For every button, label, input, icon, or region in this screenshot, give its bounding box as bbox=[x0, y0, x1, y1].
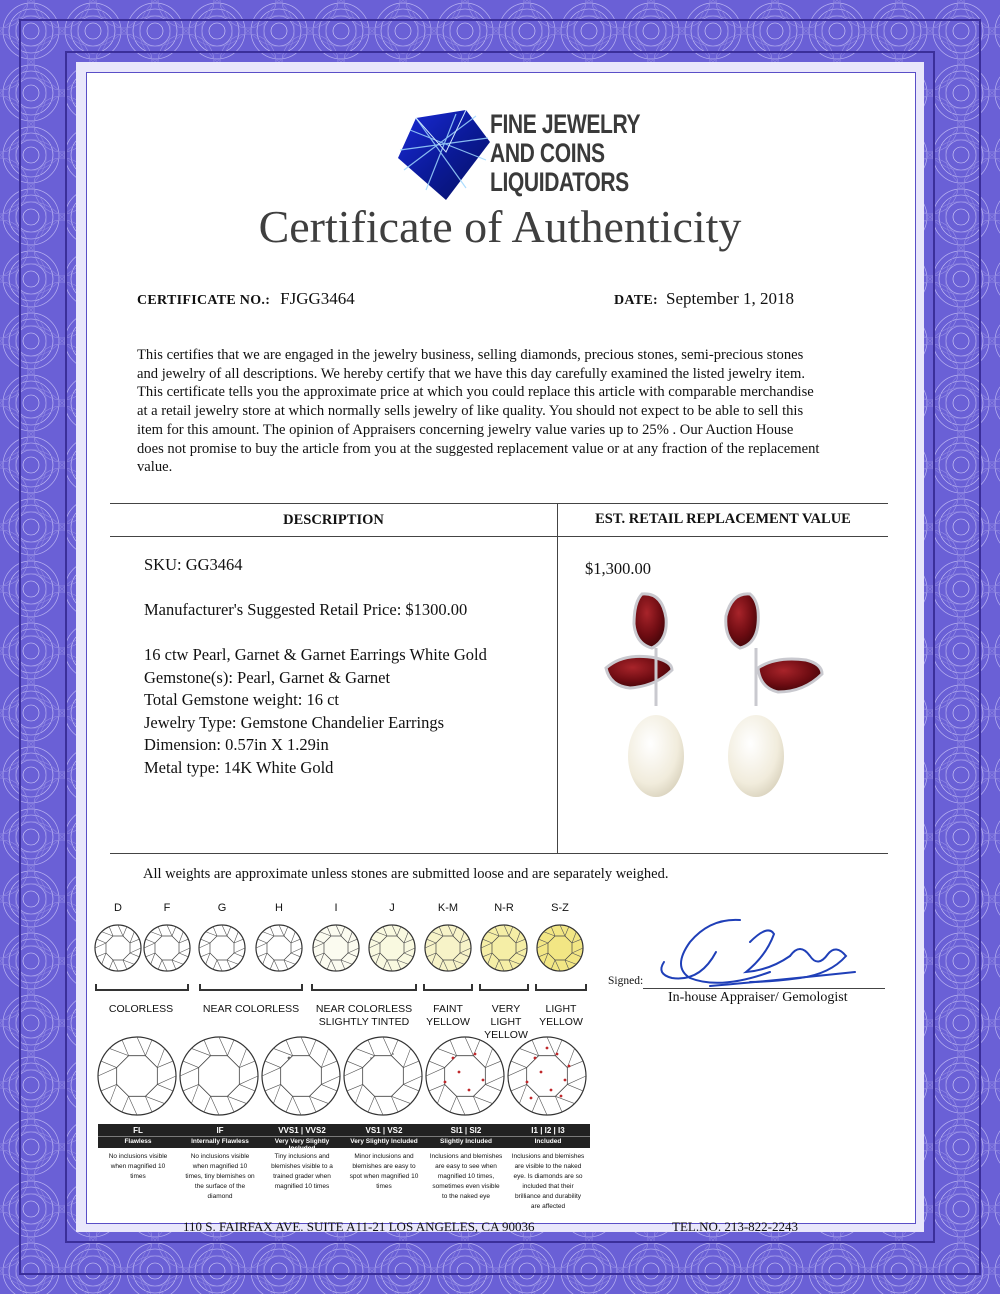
date-value: September 1, 2018 bbox=[666, 289, 794, 308]
intro-line: value. bbox=[137, 459, 173, 476]
color-grade-letter: D bbox=[114, 902, 122, 914]
logo-line-2: AND COINS bbox=[490, 138, 605, 168]
clarity-diamond bbox=[98, 1037, 176, 1115]
color-diamond bbox=[369, 925, 415, 971]
clarity-diamond bbox=[426, 1037, 504, 1115]
date-label: DATE: bbox=[614, 293, 659, 308]
color-diamond bbox=[481, 925, 527, 971]
color-diamond bbox=[425, 925, 471, 971]
color-grade-letter: N-R bbox=[494, 902, 514, 914]
intro-line: This certifies that we are engaged in the jewelry business, selling diamonds, precious stones, semi-precious stones bbox=[137, 347, 804, 363]
footer-address: 110 S. FAIRFAX AVE. SUITE A11-21 LOS ANGELES, CA 90036 bbox=[183, 1219, 535, 1234]
color-group-label: FAINT YELLOW bbox=[426, 1003, 470, 1028]
table-header-rule bbox=[110, 536, 888, 537]
clarity-code: IF bbox=[216, 1126, 224, 1135]
clarity-diamond bbox=[180, 1037, 258, 1115]
clarity-description: Inclusions and blemishes are visible to the naked eye. Is diamonds are so included that their brilliance and durability are affected bbox=[511, 1153, 585, 1210]
color-grade-letter: F bbox=[163, 902, 171, 914]
clarity-code: VVS1 | VVS2 bbox=[278, 1126, 326, 1135]
clarity-bar-divider bbox=[98, 1136, 590, 1137]
description-header: DESCRIPTION bbox=[283, 512, 384, 528]
intro-line: item for this amount. The opinion of Appraisers concerning jewelry value varies up to 25% . Our Auction House bbox=[137, 421, 794, 438]
color-group-brackets bbox=[92, 982, 592, 994]
clarity-name: Very Slightly Included bbox=[350, 1138, 418, 1145]
certificate-no-label: CERTIFICATE NO.: bbox=[137, 293, 271, 308]
item-details bbox=[144, 644, 487, 780]
table-column-divider bbox=[557, 503, 558, 853]
intro-line: This certificate tells you the approximate price at which you could replace this article with comparable merchandise bbox=[137, 384, 814, 401]
clarity-description: No inclusions visible when magnified 10 times, tiny blemishes on the surface of the diamond bbox=[185, 1153, 255, 1200]
certificate-no-value: FJGG3464 bbox=[280, 289, 355, 308]
detail-line: Gemstone(s): Pearl, Garnet & Garnet bbox=[144, 667, 391, 687]
table-top-rule bbox=[110, 503, 888, 504]
certificate-title: Certificate of Authenticity bbox=[258, 201, 742, 252]
clarity-name: Internally Flawless bbox=[191, 1138, 249, 1145]
clarity-diamond bbox=[344, 1037, 422, 1115]
signed-label: Signed: bbox=[608, 975, 644, 987]
certificate-number-row bbox=[137, 289, 355, 309]
color-diamond bbox=[95, 925, 141, 971]
color-group-label: VERY LIGHT YELLOW bbox=[484, 1003, 528, 1041]
clarity-name: Included bbox=[534, 1138, 562, 1145]
logo-line-1: FINE JEWELRY bbox=[490, 109, 641, 139]
clarity-code: I1 | I2 | I3 bbox=[531, 1126, 565, 1135]
msrp-text: Manufacturer's Suggested Retail Price: $1300.00 bbox=[144, 600, 468, 619]
intro-line: does not promise to buy the article from you at the suggested replacement value or at any fraction of the replacement bbox=[137, 440, 820, 457]
color-grade-letter: J bbox=[389, 902, 395, 914]
detail-line: 16 ctw Pearl, Garnet & Garnet Earrings White Gold bbox=[144, 645, 487, 664]
clarity-name: Slightly Included bbox=[439, 1138, 492, 1145]
color-grade-letter: I bbox=[334, 902, 338, 914]
color-group-label: NEAR COLORLESS bbox=[202, 1003, 300, 1015]
intro-line: at a retail jewelry store at which normally sells jewelry of like quality. You should not expect to be able to sell this bbox=[137, 403, 804, 420]
clarity-description: Minor inclusions and blemishes are easy to spot when magnified 10 times bbox=[349, 1153, 419, 1190]
color-diamond bbox=[313, 925, 359, 971]
clarity-diamond bbox=[508, 1037, 586, 1115]
color-grade-letter: S-Z bbox=[551, 902, 569, 914]
detail-line: Metal type: 14K White Gold bbox=[144, 757, 334, 777]
color-grade-letter: H bbox=[275, 902, 283, 914]
logo-line-3: LIQUIDATORS bbox=[490, 167, 629, 197]
footer-phone: TEL.NO. 213-822-2243 bbox=[672, 1219, 799, 1234]
detail-line: Dimension: 0.57in X 1.29in bbox=[144, 735, 329, 755]
detail-line: Jewelry Type: Gemstone Chandelier Earrings bbox=[144, 712, 445, 732]
color-group-label: LIGHT YELLOW bbox=[539, 1003, 583, 1028]
replacement-value: $1,300.00 bbox=[585, 559, 651, 578]
weights-note: All weights are approximate unless stones are submitted loose and are separately weighed. bbox=[143, 866, 669, 882]
appraiser-role: In-house Appraiser/ Gemologist bbox=[668, 990, 848, 1005]
earrings-image bbox=[600, 588, 830, 803]
clarity-diamond bbox=[262, 1037, 340, 1115]
clarity-code: SI1 | SI2 bbox=[450, 1126, 482, 1135]
color-grade-letter: K-M bbox=[437, 902, 459, 914]
intro-paragraph bbox=[137, 346, 887, 477]
clarity-code: FL bbox=[133, 1126, 143, 1135]
clarity-name: Very Very Slightly Included bbox=[274, 1138, 330, 1152]
table-bottom-rule bbox=[110, 853, 888, 854]
left-earring bbox=[606, 594, 684, 797]
value-header: EST. RETAIL REPLACEMENT VALUE bbox=[595, 511, 851, 527]
color-group-label: COLORLESS bbox=[108, 1003, 174, 1015]
color-grade-letter: G bbox=[217, 902, 227, 914]
sku-text: SKU: GG3464 bbox=[144, 555, 243, 574]
color-group-label: NEAR COLORLESS SLIGHTLY TINTED bbox=[315, 1003, 413, 1028]
color-diamond bbox=[199, 925, 245, 971]
clarity-description: Inclusions and blemishes are easy to see when magnified 10 times, sometimes even visible to the naked eye bbox=[429, 1153, 503, 1200]
right-earring bbox=[726, 594, 822, 797]
clarity-diamonds bbox=[96, 1034, 592, 1124]
clarity-name: Flawless bbox=[124, 1138, 152, 1145]
logo-wordmark bbox=[490, 110, 640, 197]
detail-line: Total Gemstone weight: 16 ct bbox=[144, 690, 339, 710]
color-diamond bbox=[537, 925, 583, 971]
intro-line: and jewelry of all descriptions. We hereby certify that we have this day carefully examined the listed jewelry item. bbox=[137, 365, 806, 382]
diamond-logo-icon bbox=[396, 110, 492, 202]
color-diamond bbox=[144, 925, 190, 971]
certificate-date-row bbox=[614, 289, 794, 309]
clarity-code: VS1 | VS2 bbox=[365, 1126, 403, 1135]
clarity-description: Tiny inclusions and blemishes visible to a trained grader when magnified 10 times bbox=[271, 1153, 333, 1190]
color-diamonds bbox=[92, 918, 592, 978]
color-diamond bbox=[256, 925, 302, 971]
clarity-description: No inclusions visible when magnified 10 times bbox=[108, 1153, 168, 1180]
